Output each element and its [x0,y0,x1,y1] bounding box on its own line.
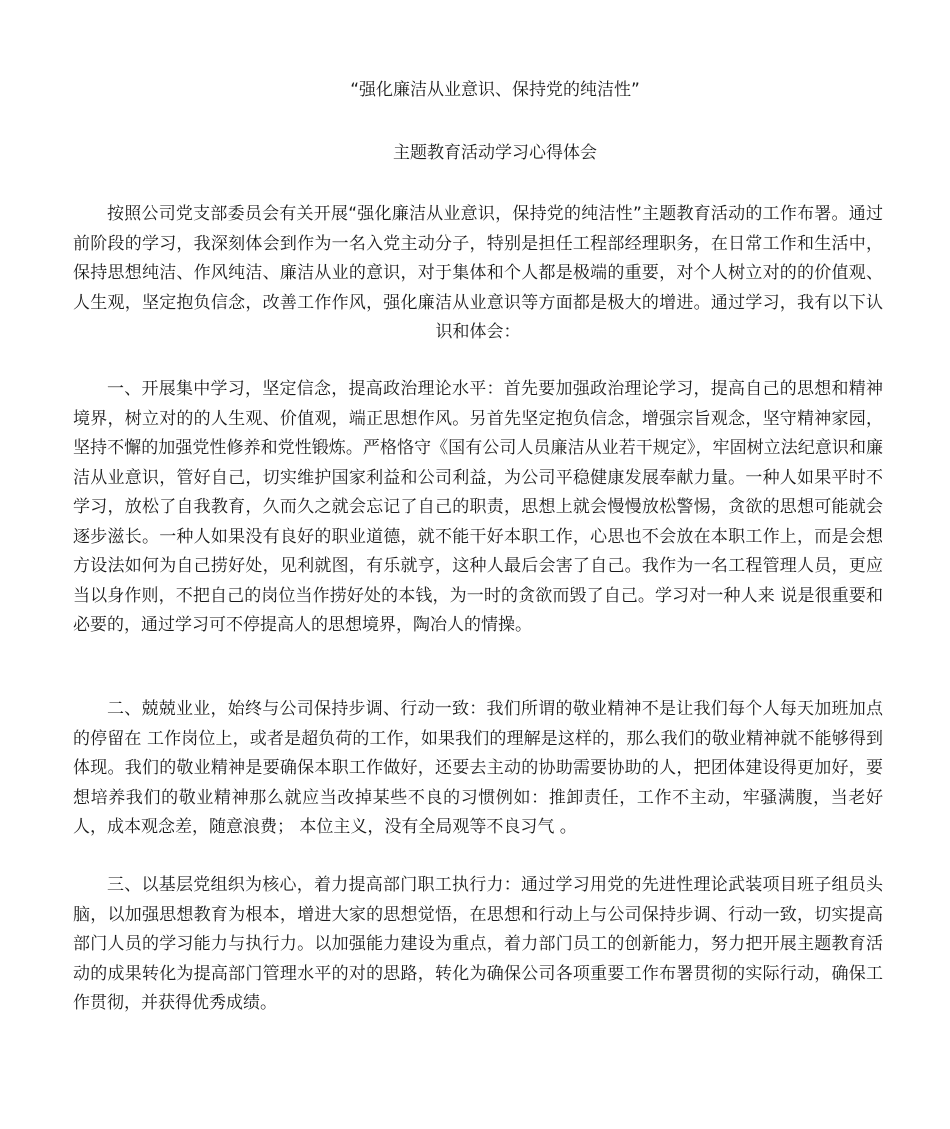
document-subtitle: 主题教育活动学习心得体会 [393,143,597,163]
section-paragraph-2: 二、兢兢业业，始终与公司保持步调、行动一致：我们所谓的敬业精神不是让我们每个人每天加班加点的停留在 工作岗位上，或者是超负荷的工作，如果我们的理解是这样的，那么我们的敬业精神就不能够得到体现。我们的敬业精神是要确保本职工作做好，还要去主动的协助需要协助的人，把团体建设得更加好，要想培养我们的敬业精神那么就应当改掉某些不良的习惯例如：推卸责任，工作不主动，牢骚满腹，当老好人，成本观念差，随意浪费； 本位主义，没有全局观等不良习气 。 [73,699,883,837]
section-paragraph-1: 一、开展集中学习，坚定信念，提高政治理论水平：首先要加强政治理论学习，提高自己的思想和精神境界，树立对的的人生观、价值观，端正思想作风。另首先坚定抱负信念，增强宗旨观念，坚守精神家园，坚持不懈的加强党性修养和党性锻炼。严格恪守《国有公司人员廉洁从业若干规定》，牢固树立法纪意识和廉洁从业意识，管好自己，切实维护国家利益和公司利益，为公司平稳健康发展奉献力量。一种人如果平时不学习，放松了自我教育，久而久之就会忘记了自己的职责，思想上就会慢慢放松警惕，贪欲的思想可能就会逐步滋长。一种人如果没有良好的职业道德，就不能干好本职工作，心思也不会放在本职工作上，而是会想方设法如何为自己捞好处，见利就图，有乐就亨，这种人最后会害了自己。我作为一名工程管理人员，更应当以身作则，不把自己的岗位当作捞好处的本钱，为一时的贪欲而毁了自己。学习对一种人来 说是很重要和必要的，通过学习可不停提高人的思想境界，陶冶人的情操。 [73,379,883,635]
document-title: “强化廉洁从业意识、保持党的纯洁性” [350,80,640,100]
intro-paragraph: 按照公司党支部委员会有关开展“强化廉洁从业意识，保持党的纯洁性”主题教育活动的工作布署。通过前阶段的学习，我深刻体会到作为一名入党主动分子，特别是担任工程部经理职务，在日常工作和生活中，保持思想纯洁、作风纯洁、廉洁从业的意识，对于集体和个人都是极端的重要，对个人树立对的的价值观、人生观，坚定抱负信念，改善工作作风，强化廉洁从业意识等方面都是极大的增进。通过学习，我有以下认识和体会： [73,204,883,342]
section-paragraph-3: 三、以基层党组织为核心，着力提高部门职工执行力：通过学习用党的先进性理论武装项目班子组员头脑，以加强思想教育为根本，增进大家的思想觉悟，在思想和行动上与公司保持步调、行动一致，切实提高部门人员的学习能力与执行力。以加强能力建设为重点，着力部门员工的创新能力，努力把开展主题教育活动的成果转化为提高部门管理水平的对的思路，转化为确保公司各项重要工作布署贯彻的实际行动，确保工作贯彻，并获得优秀成绩。 [73,875,883,1013]
